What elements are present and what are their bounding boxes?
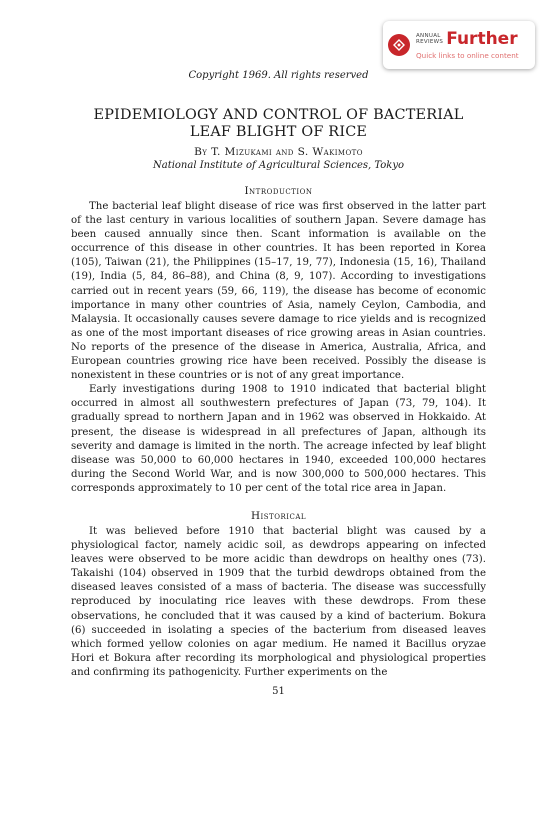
- badge-reviews: REVIEWS: [416, 39, 444, 45]
- title-line-1: EPIDEMIOLOGY AND CONTROL OF BACTERIAL: [93, 107, 464, 123]
- badge-text: [416, 30, 519, 60]
- authors: By T. Mizukami and S. Wakimoto: [194, 146, 363, 158]
- title-line-2: LEAF BLIGHT OF RICE: [189, 124, 368, 140]
- further-badge[interactable]: [383, 21, 535, 69]
- badge-subtitle: Quick links to online content: [416, 51, 519, 60]
- section-heading-historical: Historical: [250, 509, 307, 522]
- badge-further: Further: [446, 29, 518, 49]
- section-heading-introduction: Introduction: [244, 185, 313, 197]
- article-title: [71, 107, 486, 141]
- page-number: 51: [272, 686, 285, 697]
- paragraph: The bacterial leaf blight disease of rice was first observed in the latter part of the last century in various localities of southern Japan. Severe damage has been caused annually since then. Scant information is available on the occurrence of this disease in other countries. It has been reported in Korea (105), Taiwan (21), the Philippines (15–17, 19, 77), Indonesia (15, 16), Thailand (19), India (5, 84, 86–88), and China (8, 9, 107). According to investigations carried out in recent years (59, 66, 119), the disease has become of economic importance in many other countries of Asia, namely Ceylon, Cambodia, and Malaysia. It occasionally causes severe damage to rice yields and is recognized as one of the most important diseases of rice growing areas in Asian countries. No reports of the presence of the disease in America, Australia, Africa, and European countries growing rice have been received. Possibly the disease is nonexistent in these countries or is not of any great importance.: [71, 201, 486, 382]
- badge-annual: ANNUAL: [416, 33, 441, 39]
- copyright-notice: Copyright 1969. All rights reserved: [188, 70, 369, 81]
- paragraph: It was believed before 1910 that bacterial blight was caused by a physiological factor, namely acidic soil, as dewdrops appearing on infected leaves were observed to be more acidic than dewdrops on healthy ones (73). Takaishi (104) observed in 1909 that the turbid dewdrops obtained from the diseased leaves consisted of a mass of bacteria. The disease was successfully reproduced by inoculating rice leaves with these dewdrops. From these observations, he concluded that it was caused by a kind of bacterium. Bokura (6) succeeded in isolating a species of the bacterium from diseased leaves which formed yellow colonies on agar medium. He named it Bacillus oryzae Hori et Bokura after recording its morphological and physiological properties and confirming its pathogenicity. Further experiments on the: [71, 525, 486, 678]
- article-page: [71, 70, 486, 697]
- affiliation: National Institute of Agricultural Sciences, Tokyo: [152, 160, 405, 171]
- paragraph: Early investigations during 1908 to 1910 indicated that bacterial blight occurred in almost all southwestern prefectures of Japan (73, 79, 104). It gradually spread to northern Japan and in 1962 was observed in Hokkaido. At present, the disease is widespread in all prefectures of Japan, although its severity and damage is limited in the north. The acreage infected by leaf blight disease was 50,000 to 60,000 hectares in 1940, exceeded 100,000 hectares during the Second World War, and is now 300,000 to 500,000 hectares. This corresponds approximately to 10 per cent of the total rice area in Japan.: [71, 384, 486, 494]
- annual-reviews-logo-icon: [388, 34, 410, 56]
